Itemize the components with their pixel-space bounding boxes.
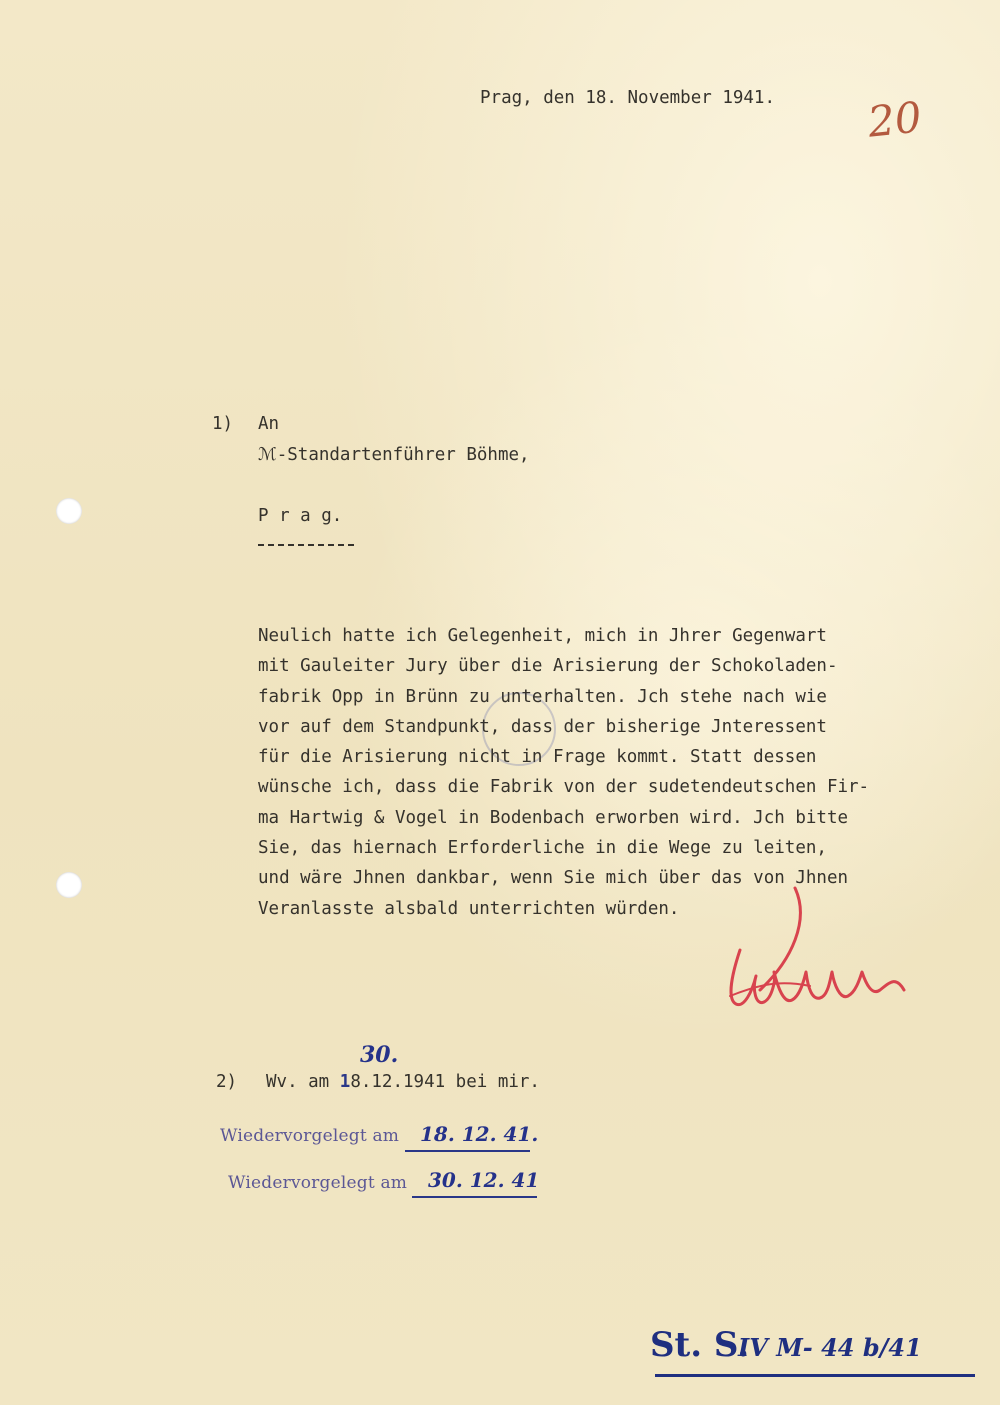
handwritten-signature bbox=[700, 880, 940, 1030]
body-line: wünsche ich, dass die Fabrik von der sudetendeutschen Fir- bbox=[258, 777, 870, 798]
letter-body bbox=[258, 621, 869, 924]
resubmission-stamp-1-date: 18. 12. 41. bbox=[420, 1122, 539, 1146]
reference-underline bbox=[655, 1374, 975, 1377]
body-line: fabrik Opp in Brünn zu unterhalten. Jch stehe nach wie bbox=[258, 686, 827, 707]
recipient-city: P r a g. bbox=[258, 506, 343, 526]
body-line: und wäre Jhnen dankbar, wenn Sie mich über das von Jhnen bbox=[258, 868, 849, 889]
reference-handwritten: IV M- 44 b/41 bbox=[738, 1333, 922, 1362]
pencil-page-number: 20 bbox=[865, 92, 924, 147]
date-line: Prag, den 18. November 1941. bbox=[480, 88, 776, 108]
item1-marker: 1) bbox=[212, 414, 234, 434]
handwritten-correction: 30. bbox=[360, 1042, 399, 1068]
resubmission-stamp-2-date: 30. 12. 41 bbox=[428, 1168, 540, 1192]
body-line: Sie, das hiernach Erforderliche in die Wege zu leiten, bbox=[258, 838, 827, 859]
body-line: vor auf dem Standpunkt, dass der bisherige Jnteressent bbox=[258, 716, 827, 737]
item2-marker: 2) bbox=[216, 1072, 238, 1092]
stamp-2-date-line bbox=[412, 1196, 537, 1198]
body-line: mit Gauleiter Jury über die Arisierung der Schokoladen- bbox=[258, 656, 838, 677]
body-line: für die Arisierung nicht in Frage kommt. Statt dessen bbox=[258, 747, 817, 768]
punch-hole-bottom bbox=[56, 872, 82, 898]
item2-text bbox=[266, 1072, 540, 1092]
recipient-to: An bbox=[258, 414, 280, 434]
stamp-1-date-line bbox=[405, 1150, 530, 1152]
body-line: Neulich hatte ich Gelegenheit, mich in Jhrer Gegenwart bbox=[258, 626, 827, 646]
body-line: ma Hartwig & Vogel in Bodenbach erworben wird. Jch bitte bbox=[258, 807, 849, 828]
item2-suffix: 8.12.1941 bei mir. bbox=[350, 1072, 540, 1092]
resubmission-stamp-2-label: Wiedervorgelegt am bbox=[228, 1173, 408, 1193]
punch-hole-top bbox=[56, 498, 82, 524]
recipient-name: ℳ-Standartenführer Böhme, bbox=[258, 445, 530, 465]
body-line: Veranlasste alsbald unterrichten würden. bbox=[258, 898, 680, 919]
struck-digit: 1 bbox=[339, 1072, 351, 1092]
reference-stamp: St. S. bbox=[650, 1325, 750, 1365]
city-underline bbox=[258, 544, 354, 546]
resubmission-stamp-1-label: Wiedervorgelegt am bbox=[220, 1126, 400, 1146]
item2-prefix: Wv. am bbox=[266, 1072, 340, 1092]
